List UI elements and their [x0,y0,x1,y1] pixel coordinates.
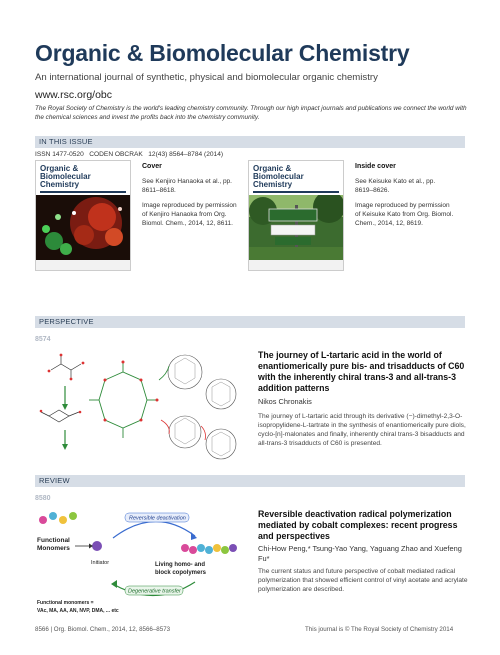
fig-functional-label: Functional [37,537,70,544]
cover-heading: Cover [142,163,162,170]
footer-citation: 8566 | Org. Biomol. Chem., 2014, 12, 8566–8573 [35,626,171,633]
inside-cover-journal-title: Organic & Biomolecular Chemistry [253,164,304,189]
inside-cover-details [355,162,455,234]
section-review [35,475,465,487]
perspective-abstract: The journey of L-tartaric acid through its derivative (−)-dimethyl-2,3-O-isopropylidene-L-tartrate in the synthesis of enantiomerically pure diols, cyclo-[n]-malonates and finally, inherently chiral trans-3 bisadducts and all-trans-3 trisadducts of C60 is presented. [258,413,466,447]
perspective-authors: Nikos Chronakis [258,397,312,406]
footer-copyright: This journal is © The Royal Society of Chemistry 2014 [305,626,454,633]
cover-reference: See Kenjiro Hanaoka et al., pp. 8611–8618. [142,178,232,194]
section-perspective [35,316,465,328]
cover-thumbnail[interactable] [35,160,131,271]
issue-info [35,151,223,158]
cover-image [36,195,131,261]
article-page-number[interactable]: 8574 [35,336,51,343]
journal-url-link[interactable]: www.rsc.org/obc [35,89,113,101]
issn: ISSN 1477-0520 [35,151,84,158]
cover-journal-title: Organic & Biomolecular Chemistry [40,164,91,189]
fig-monomer-list-1: Functional monomers = [37,600,94,606]
journal-title: Organic & Biomolecular Chemistry [35,40,410,66]
fig-monomer-list-2: VAc, MA, AA, AN, NVP, DMA, ... etc [37,608,119,614]
fig-reversible-label: Reversible deactivation [129,515,186,522]
perspective-title[interactable]: The journey of L-tartaric acid in the world of enantiomerically pure bis- and trisadducts of C60 with the inherently chiral trans-3 and all-trans-3 addition patterns [258,350,465,393]
inside-cover-credit: Image reproduced by permission of Keisuke Kato from Org. Biomol. Chem., 2014, 12, 8619. [355,202,454,227]
review-graphical-abstract [35,508,245,618]
review-abstract: The current status and future perspective of cobalt mediated radical polymerization that showed efficient control of vinyl acetate and acrylate polymerization are described. [258,568,468,593]
article-page-number[interactable]: 8580 [35,495,51,502]
section-in-this-issue [35,136,465,148]
fig-living-label-2: block copolymers [155,570,207,576]
fig-initiator-label: Initiator [91,560,110,566]
fig-degenerative-label: Degenerative transfer [128,588,181,595]
fig-living-label-1: Living homo- and [155,562,205,568]
cover-stripe [40,191,126,193]
cover-credit: Image reproduced by permission of Kenjiro Hanaoka from Org. Biomol. Chem., 2014, 12, 8611. [142,202,237,227]
inside-cover-reference: See Keisuke Kato et al., pp. 8619–8626. [355,178,436,194]
cover-details [142,162,242,234]
section-label: IN THIS ISSUE [39,137,93,146]
inside-cover-stripe [253,191,339,193]
journal-subtitle: An international journal of synthetic, physical and biomolecular organic chemistry [35,72,378,83]
inside-cover-footer [249,260,344,270]
inside-cover-heading: Inside cover [355,163,396,170]
cover-footer [36,260,131,270]
top-rule [0,0,500,8]
section-label: REVIEW [39,476,70,485]
review-title[interactable]: Reversible deactivation radical polymerization mediated by cobalt complexes: recent progress and perspectives [258,509,458,541]
inside-cover-image [249,195,344,261]
perspective-graphical-abstract [35,350,245,472]
inside-cover-thumbnail[interactable] [248,160,344,271]
coden: CODEN OBCRAK [89,151,143,158]
journal-blurb: The Royal Society of Chemistry is the world's leading chemistry community. Through our high impact journals and publications we connect the world with the chemical sciences and invest the profits back into the chemistry community. [35,105,467,121]
review-authors: Chi-How Peng,* Tsung-Yao Yang, Yaguang Zhao and Xuefeng Fu* [258,544,462,563]
section-label: PERSPECTIVE [39,317,94,326]
issue-range: 12(43) 8564–8784 (2014) [148,151,224,158]
fig-monomers-label: Monomers [37,545,70,552]
